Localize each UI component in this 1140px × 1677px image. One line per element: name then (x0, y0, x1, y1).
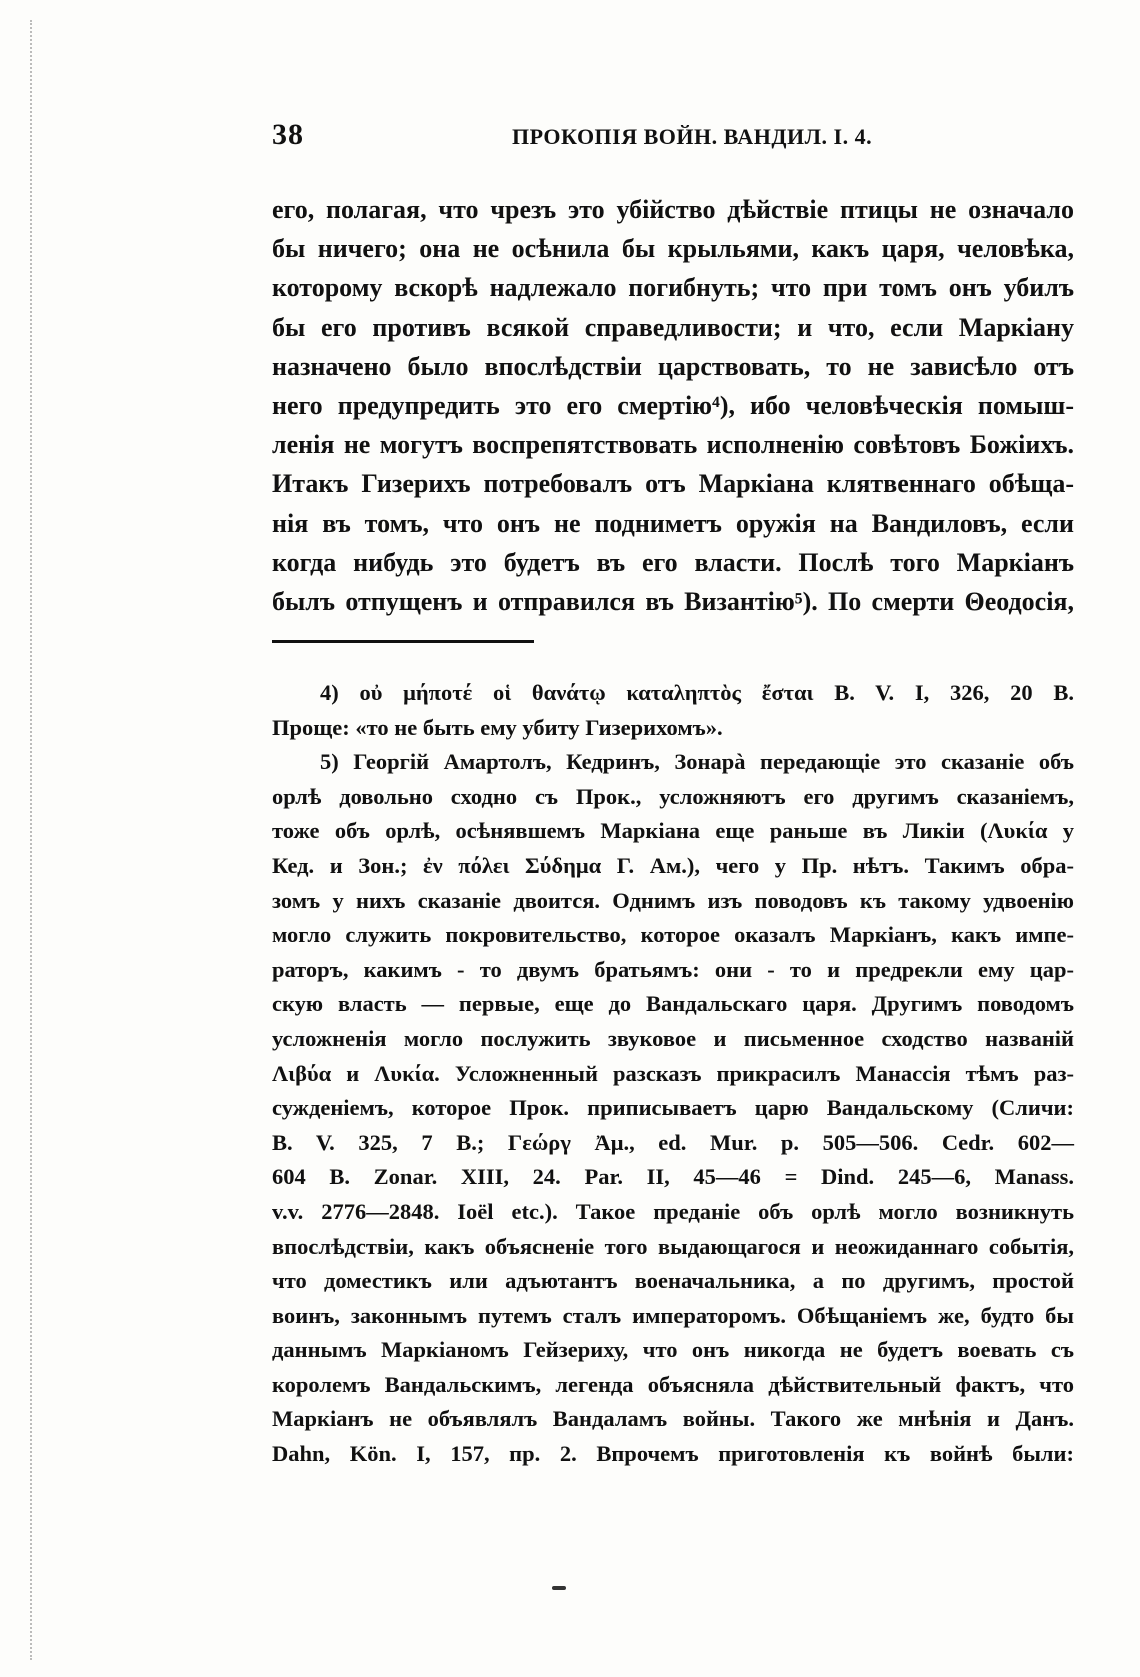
text-line: него предупредить это его смертію⁴), ибо человѣческія помыш- (272, 391, 1074, 421)
footnote-line: орлѣ довольно сходно съ Прок., усложняютъ его другимъ сказаніемъ, (272, 783, 1074, 809)
footnote-line: впослѣдствіи, какъ объясненіе того выдающагося и неожиданнаго событія, (272, 1233, 1074, 1259)
text-line: нія въ томъ, что онъ не подниметъ оружія на Вандиловъ, если (272, 508, 1074, 538)
scan-margin-noise (30, 20, 46, 1660)
footnote-line: тоже объ орлѣ, осѣнявшемъ Маркіана еще раньше въ Ликіи (Λυκία у (272, 818, 1074, 844)
footnote-line: Λιβύα и Λυκία. Усложненный разсказъ прикрасилъ Манассія тѣмъ раз- (272, 1060, 1074, 1086)
footnote-line: B. V. 325, 7 B.; Γεώργ Ἀμ., ed. Mur. p. 505—506. Cedr. 602— (272, 1129, 1074, 1155)
text-line: ленія не могутъ воспрепятствовать исполненію совѣтовъ Божіихъ. (272, 430, 1074, 460)
footnote-separator (272, 640, 534, 643)
footnote-line: Проще: «то не быть ему убиту Гизерихомъ». (272, 714, 723, 740)
footnote-line: усложненія могло послужить звуковое и письменное сходство названій (272, 1025, 1074, 1051)
footnote-line: v.v. 2776—2848. Ioël etc.). Такое преданіе объ орлѣ могло возникнуть (272, 1198, 1074, 1224)
footnote-line: Dahn, Kön. I, 157, пр. 2. Впрочемъ приготовленія къ войнѣ были: (272, 1441, 1074, 1467)
footnote-line: могло служить покровительство, которое оказалъ Маркіанъ, какъ импе- (272, 922, 1074, 948)
footnote-line: 4) οὐ μήποτέ οἱ θανάτῳ καταληπτὸς ἔσται B. V. I, 326, 20 B. (320, 680, 1074, 705)
text-line: бы ничего; она не осѣнила бы крыльями, какъ царя, человѣка, (272, 234, 1074, 264)
text-line: которому вскорѣ надлежало погибнуть; что при томъ онъ убилъ (272, 273, 1074, 303)
page-header (272, 118, 1074, 158)
footnote-line: даннымъ Маркіаномъ Гейзериху, что онъ никогда не будетъ воевать съ (272, 1337, 1074, 1363)
footnote-line: 5) Георгій Амартолъ, Кедринъ, Зонарà передающіе это сказаніе объ (320, 749, 1074, 775)
scan-ink-mark (552, 1586, 566, 1590)
text-line: назначено было впослѣдствіи царствовать, то не зависѣло отъ (272, 351, 1074, 381)
page-number: 38 (272, 118, 304, 151)
text-line: былъ отпущенъ и отправился въ Византію⁵). По смерти Θеодосія, (272, 587, 1074, 617)
main-text (272, 190, 1074, 621)
footnote-line: Кед. и Зон.; ἐν πόλει Σύδημα Г. Ам.), чего у Пр. нѣтъ. Такимъ обра- (272, 852, 1074, 878)
text-line: Итакъ Гизерихъ потребовалъ отъ Маркіана клятвеннаго обѣща- (272, 469, 1074, 499)
text-line: его, полагая, что чрезъ это убійство дѣйствіе птицы не означало (272, 195, 1074, 224)
footnote-line: 604 B. Zonar. XIII, 24. Par. II, 45—46 = Dind. 245—6, Manass. (272, 1164, 1074, 1190)
footnote-line: воинъ, законнымъ путемъ сталъ императоромъ. Обѣщаніемъ же, будто бы (272, 1302, 1074, 1328)
footnote-line: раторъ, какимъ - то двумъ братьямъ: они - то и предрекли ему цар- (272, 956, 1074, 982)
footnote-line: зомъ у нихъ сказаніе двоится. Однимъ изъ поводовъ къ такому удвоенію (272, 887, 1074, 913)
footnotes (272, 676, 1074, 1472)
footnote-line: скую власть — первые, еще до Вандальскаго царя. Другимъ поводомъ (272, 991, 1074, 1017)
footnote-line: Маркіанъ не объявлялъ Вандаламъ войны. Такого же мнѣнія и Данъ. (272, 1406, 1074, 1432)
text-line: бы его противъ всякой справедливости; и что, если Маркіану (272, 312, 1074, 342)
footnote-line: сужденіемъ, которое Прок. приписываетъ царю Вандальскому (Сличи: (272, 1095, 1074, 1121)
text-line: когда нибудь это будетъ въ его власти. Послѣ того Маркіанъ (272, 547, 1074, 577)
footnote-line: королемъ Вандальскимъ, легенда объясняла дѣйствительный фактъ, что (272, 1371, 1074, 1397)
running-head: ПРОКОПІЯ ВОЙН. ВАНДИЛ. I. 4. (512, 124, 873, 149)
footnote-line: что доместикъ или адъютантъ военачальника, а по другимъ, простой (272, 1268, 1074, 1294)
